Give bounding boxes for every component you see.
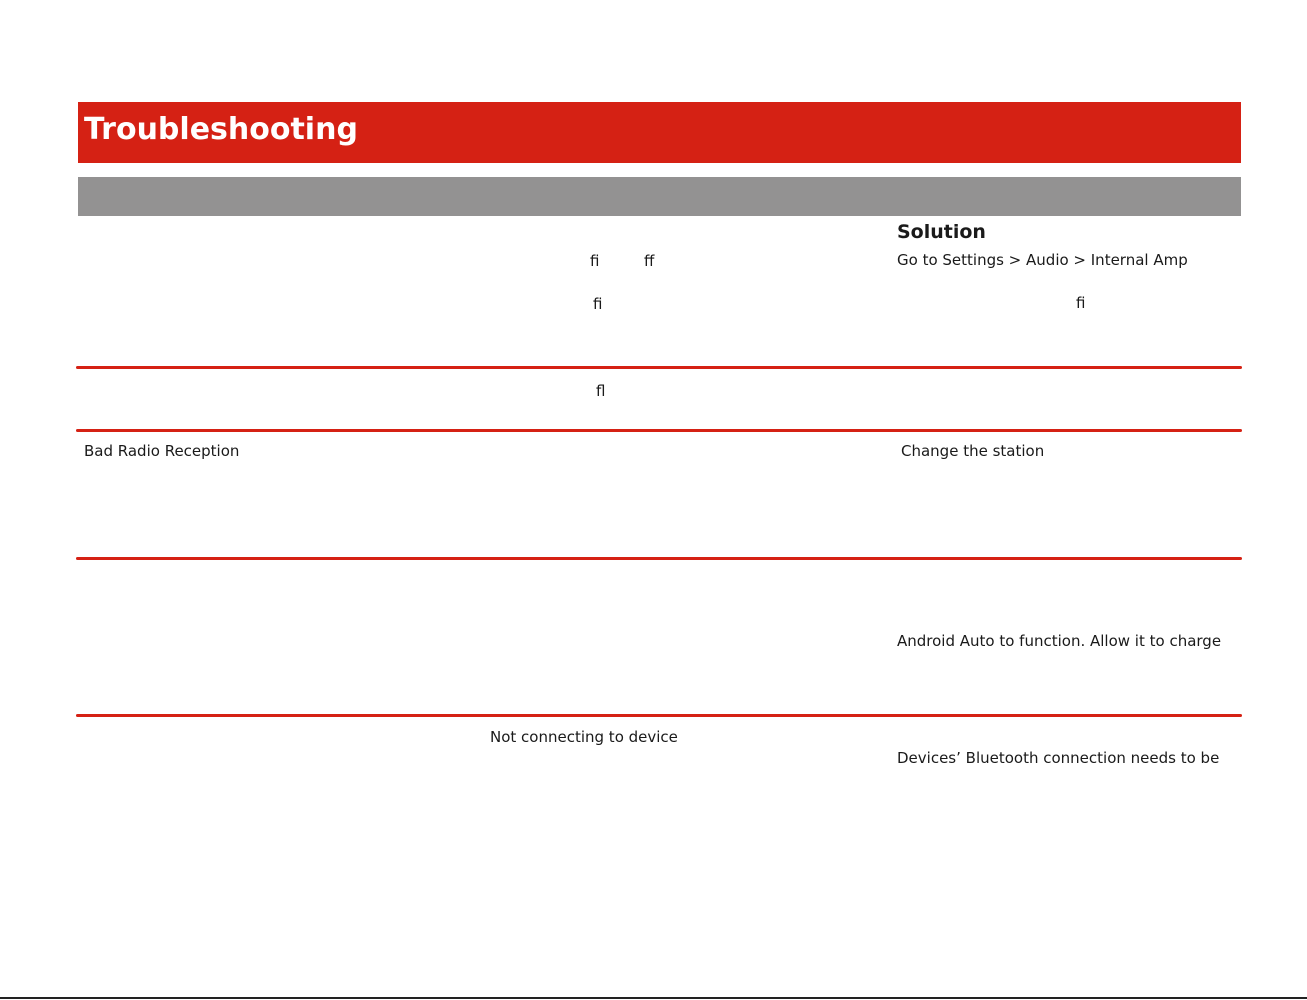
- row-1-cause-fragment: ﬁ: [590, 252, 600, 270]
- row-4-solution-text: Android Auto to function. Allow it to charge: [897, 632, 1222, 650]
- solution-column-heading: Solution: [897, 221, 986, 243]
- row-2-cause-fragment: ﬂ: [596, 382, 606, 400]
- row-divider: [76, 429, 1242, 432]
- row-1-solution-fragment: ﬁ: [1076, 294, 1086, 312]
- row-1-cause-fragment: ﬀ: [644, 252, 655, 270]
- row-3-problem-text: Bad Radio Reception: [84, 442, 240, 460]
- row-divider: [76, 714, 1242, 717]
- table-header-bar: [78, 177, 1241, 216]
- row-5-solution-text: Devices’ Bluetooth connection needs to be: [897, 749, 1220, 767]
- page-bottom-rule: [0, 997, 1307, 999]
- row-5-cause-text: Not connecting to device: [490, 728, 678, 746]
- row-3-solution-text: Change the station: [901, 442, 1045, 460]
- row-divider: [76, 557, 1242, 560]
- title-bar: [78, 102, 1241, 163]
- row-1-cause-fragment: ﬁ: [593, 295, 603, 313]
- row-1-solution-text: Go to Settings > Audio > Internal Amp: [897, 251, 1188, 269]
- page-title: Troubleshooting: [84, 112, 358, 147]
- row-divider: [76, 366, 1242, 369]
